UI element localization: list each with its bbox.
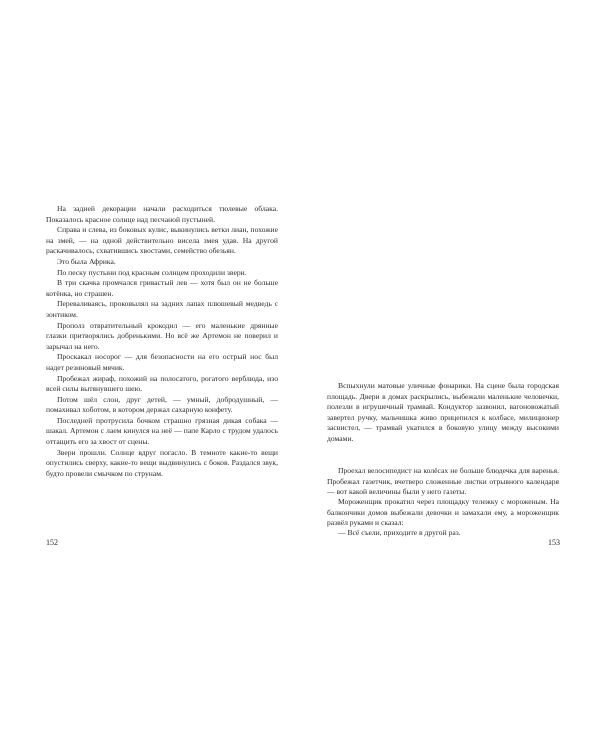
paragraph: Прополз отвратительный крокодил — его маленькие дрянные глазки притворялись добренькими. Но всё же Артемон не поверил и зарычал на него. <box>46 320 278 351</box>
paragraph: Вспыхнули матовые уличные фонарики. На сцене была городская площадь. Двери в домах раскрылись, выбежали маленькие человечки, полезли в игрушечный трамвай. Кондуктор зазвонил, вагоновожатый завертел ручку, мальчишка живо прицепился к колбасе, милиционер засвистел, — трамвай укатился в боковую улицу между высокими домами. <box>327 381 559 443</box>
paragraph: Последней протрусила бочком страшно грязная дикая собака — шакал. Артемон с лаем кинулся на неё — папе Карло с трудом удалось оттащить его за хвост от сцены. <box>46 415 278 447</box>
paragraph: Справа и слева, из боковых кулис, выкинулись ветки лиан, похожие на змей, — на одной действительно висела змея удав. На другой раскачивалось, схватившись хвостами, семейство обезьян. <box>46 225 278 256</box>
left-text-column <box>46 204 278 479</box>
paragraph: Проскакал носорог — для безопасности на его острый нос был надет резиновый мячик. <box>46 352 278 372</box>
paragraph: Мороженщик прокатил через площадку тележку с мороженым. На балкончики домов выбежали девочки и замахали ему, а мороженщик развёл руками и сказал: <box>327 497 559 528</box>
right-text-column <box>327 0 559 750</box>
paragraph: Проехал велосипедист на колёсах не больше блюдечка для варенья. Пробежал газетчик, вчетверо сложенные листки отрывного календаря — вот какой величины были у него газеты. <box>327 466 559 497</box>
paragraph: По песку пустыни под красным солнцем проходили звери. <box>57 267 247 277</box>
paragraph: Переваливаясь, проковылял на задних лапах плюшевый медведь с зонтиком. <box>46 299 278 319</box>
right-page <box>300 0 600 750</box>
paragraph: Потом шёл слон, друг детей, — умный, добродушный, — помахивал хоботом, в котором держал сахарную конфету. <box>46 394 278 415</box>
paragraph: В три скачка промчался гривастый лев — хотя был он не больше котёнка, но страшен. <box>46 278 278 298</box>
page-number-left: 152 <box>46 538 58 547</box>
paragraph: Звери прошли. Солнце вдруг погасло. В темноте какие-то вещи опустились сверху, какие-то вещи выдвинулись с боков. Раздался звук, будто провели смычком по струнам. <box>46 447 278 478</box>
paragraph: На задней декорации начали расходиться тюлевые облака. Показалось красное солнце над песчаной пустыней. <box>46 204 278 224</box>
page-number-right: 153 <box>548 538 560 547</box>
paragraph: — Всё съели, приходите в другой раз. <box>338 528 461 537</box>
paragraph: Это была Африка. <box>57 256 116 266</box>
paragraph: Пробежал жираф, похожий на полосатого, рогатого верблюда, изо всей силы вытянувшего шею. <box>46 373 278 394</box>
